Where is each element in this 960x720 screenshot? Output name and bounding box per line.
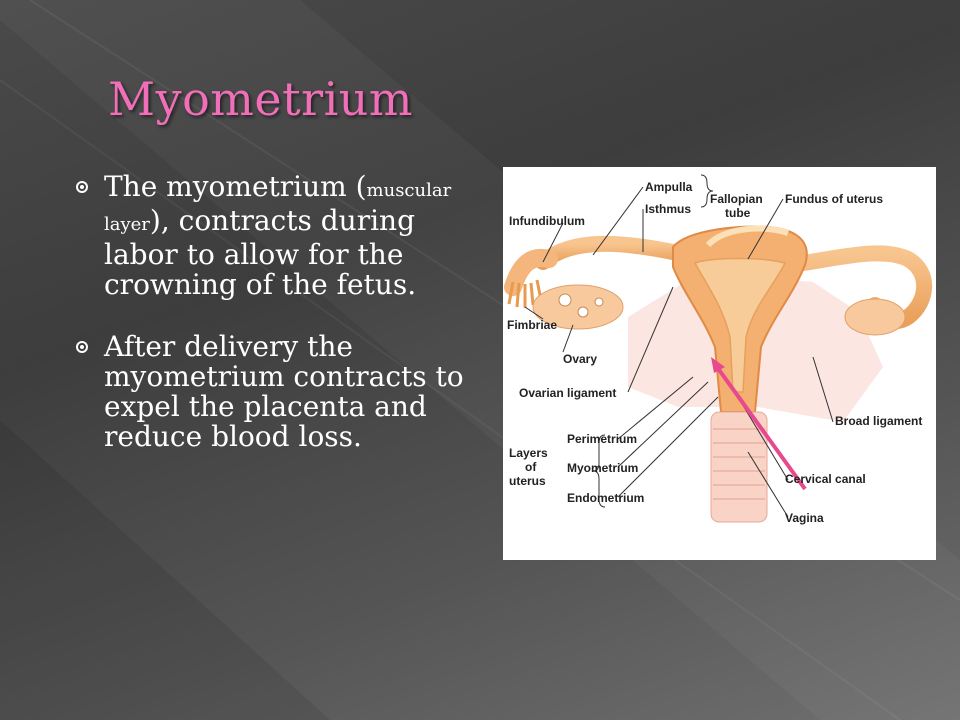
label-myometrium: Myometrium	[567, 461, 639, 475]
label-fallopian: Fallopian	[710, 192, 763, 206]
label-cervical-canal: Cervical canal	[785, 472, 866, 486]
bullet-2-text: After delivery the myometrium contracts to expel the placenta and reduce blood loss.	[104, 330, 464, 453]
label-tube: tube	[725, 206, 751, 220]
label-broad-ligament: Broad ligament	[835, 414, 923, 428]
bullet-item-2	[76, 332, 486, 452]
label-infundibulum: Infundibulum	[509, 214, 585, 228]
label-layers: Layers	[509, 446, 548, 460]
label-fimbriae: Fimbriae	[507, 318, 558, 332]
bullet-icon	[76, 181, 88, 193]
ovary-right	[845, 299, 905, 335]
bullet-list	[76, 172, 486, 484]
slide-title: Myometrium	[108, 72, 414, 126]
label-ampulla: Ampulla	[645, 180, 693, 194]
vagina	[711, 412, 767, 522]
bullet-item-1	[76, 172, 486, 300]
label-ovarian-ligament: Ovarian ligament	[519, 386, 617, 400]
label-uterus: uterus	[509, 474, 546, 488]
label-perimetrium: Perimetrium	[567, 432, 638, 446]
bullet-1-small-text: muscular layer	[104, 180, 452, 235]
bullet-icon	[76, 341, 88, 353]
label-isthmus: Isthmus	[645, 202, 692, 216]
label-ovary: Ovary	[563, 352, 598, 366]
uterus-illustration	[503, 167, 936, 560]
label-vagina: Vagina	[785, 511, 824, 525]
label-of: of	[525, 460, 537, 474]
uterus-diagram	[503, 167, 936, 560]
label-endometrium: Endometrium	[567, 491, 645, 505]
bullet-1-text-after: ), contracts during labor to allow for the crowning of the fetus.	[104, 204, 417, 301]
label-fundus: Fundus of uterus	[785, 192, 883, 206]
bullet-1-text-before: The myometrium (	[104, 170, 367, 203]
